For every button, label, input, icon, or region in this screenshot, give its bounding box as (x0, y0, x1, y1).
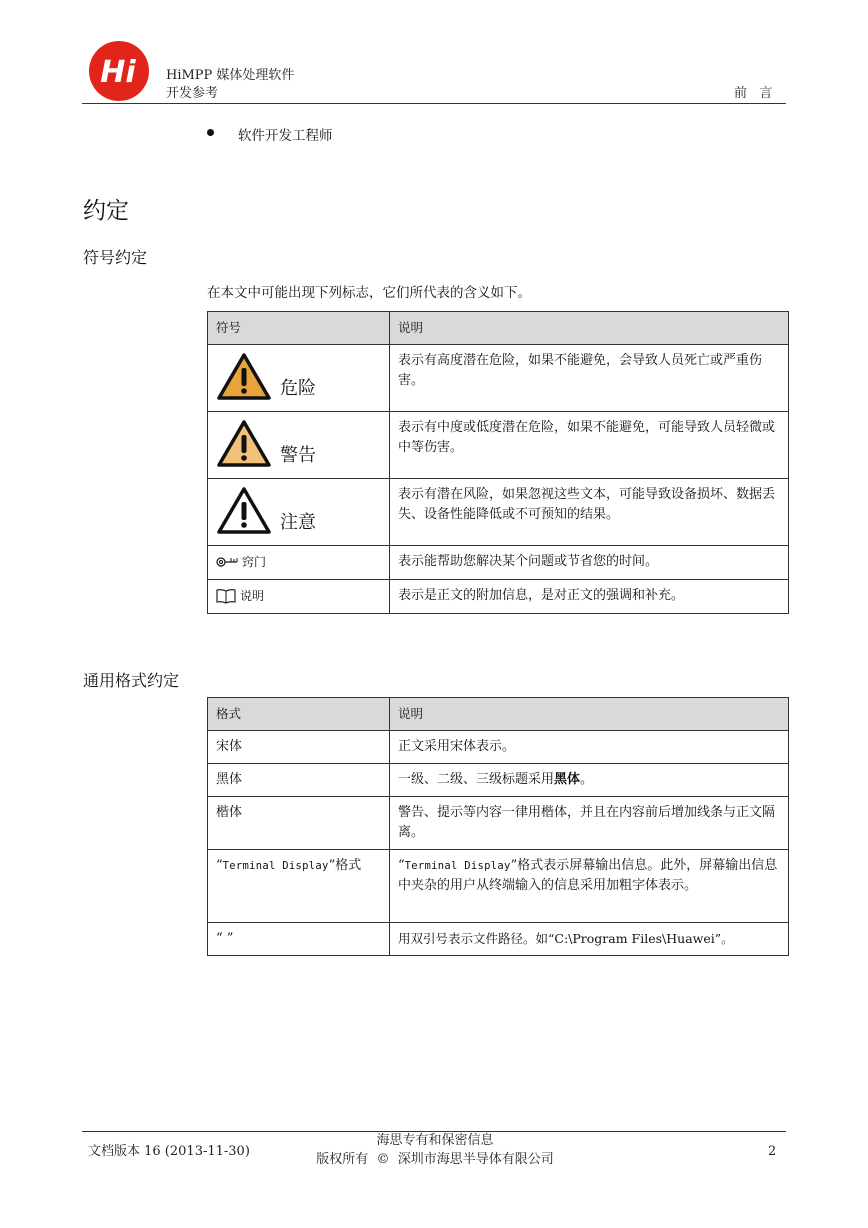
formats-table (207, 697, 789, 956)
section-title: 约定 (83, 198, 129, 224)
footer-confidential: 海思专有和保密信息 (376, 1133, 494, 1148)
table-row (208, 731, 789, 764)
col-header-desc: 说明 (390, 698, 789, 731)
symbol-desc: 表示能帮助您解决某个问题或节省您的时间。 (390, 546, 789, 580)
format-desc: 用双引号表示文件路径。如“C:\Program Files\Huawei”。 (390, 923, 789, 956)
format-cell: “Terminal Display”格式 (208, 850, 390, 923)
formats-title: 通用格式约定 (83, 671, 180, 690)
symbol-note: 说明 (208, 580, 390, 614)
header-product: HiMPP 媒体处理软件 (166, 68, 295, 83)
format-cell: “ ” (208, 923, 390, 956)
hisilicon-logo (88, 40, 150, 102)
warning-triangle-icon (216, 419, 272, 469)
format-desc: 一级、二级、三级标题采用黑体。 (390, 764, 789, 797)
symbol-caution: 注意 (208, 479, 390, 546)
footer-copyright: 版权所有 © 深圳市海思半导体有限公司 (316, 1152, 554, 1167)
table-row (208, 345, 789, 412)
table-row (208, 546, 789, 580)
table-row (208, 923, 789, 956)
header-section: 前 言 (734, 86, 773, 101)
format-cell: 宋体 (208, 731, 390, 764)
table-row (208, 580, 789, 614)
bullet-icon (207, 129, 214, 136)
format-cell: 楷体 (208, 797, 390, 850)
table-row (208, 412, 789, 479)
symbol-desc: 表示是正文的附加信息，是对正文的强调和补充。 (390, 580, 789, 614)
format-desc: 正文采用宋体表示。 (390, 731, 789, 764)
symbols-intro: 在本文中可能出现下列标志，它们所代表的含义如下。 (207, 285, 531, 301)
symbols-table (207, 311, 789, 614)
symbol-tip: 窍门 (208, 546, 390, 580)
header-divider (82, 103, 786, 104)
key-icon (216, 556, 238, 568)
table-row (208, 797, 789, 850)
page-number: 2 (768, 1144, 777, 1159)
col-header-symbol: 符号 (208, 312, 390, 345)
header-doc-type: 开发参考 (166, 86, 219, 101)
footer-version: 文档版本 16 (2013-11-30) (88, 1144, 250, 1159)
logo-text: Hi (100, 55, 136, 90)
symbol-danger: 危险 (208, 345, 390, 412)
warning-triangle-icon (216, 352, 272, 402)
book-icon (216, 588, 236, 604)
table-row (208, 850, 789, 923)
format-cell: 黑体 (208, 764, 390, 797)
symbol-warning: 警告 (208, 412, 390, 479)
symbols-title: 符号约定 (83, 248, 148, 267)
format-desc: “Terminal Display”格式表示屏幕输出信息。此外，屏幕输出信息中夹杂的用户从终端输入的信息采用加粗字体表示。 (390, 850, 789, 923)
table-row (208, 479, 789, 546)
warning-triangle-icon (216, 486, 272, 536)
table-row (208, 764, 789, 797)
format-desc: 警告、提示等内容一律用楷体，并且在内容前后增加线条与正文隔离。 (390, 797, 789, 850)
symbol-desc: 表示有潜在风险，如果忽视这些文本，可能导致设备损坏、数据丢失、设备性能降低或不可预知的结果。 (390, 479, 789, 546)
symbol-desc: 表示有高度潜在危险，如果不能避免，会导致人员死亡或严重伤害。 (390, 345, 789, 412)
col-header-format: 格式 (208, 698, 390, 731)
symbol-desc: 表示有中度或低度潜在危险，如果不能避免，可能导致人员轻微或中等伤害。 (390, 412, 789, 479)
col-header-desc: 说明 (390, 312, 789, 345)
bullet-text: 软件开发工程师 (238, 128, 333, 144)
